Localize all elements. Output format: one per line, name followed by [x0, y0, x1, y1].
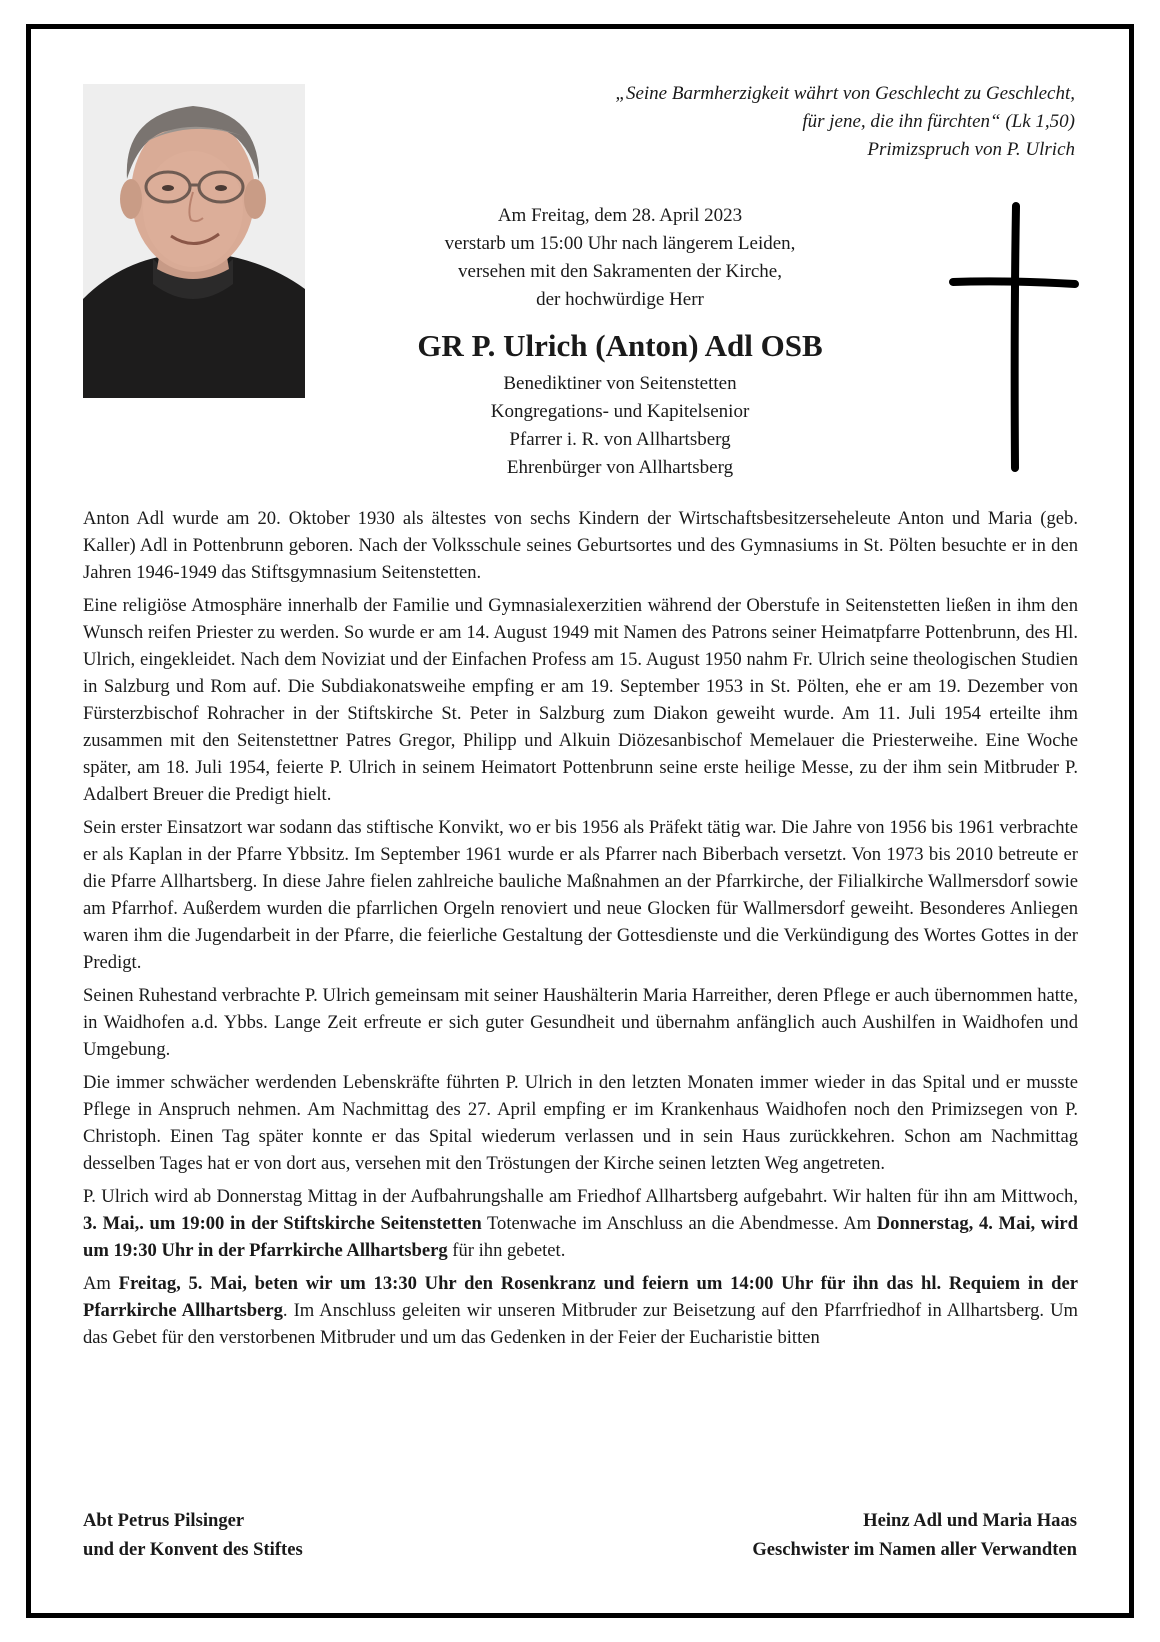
- cross-icon: [945, 200, 1080, 480]
- title-line-3: Pfarrer i. R. von Allhartsberg: [509, 429, 731, 450]
- p6-bold-vigil: 3. Mai,. um 19:00 in der Stiftskirche Seitenstetten: [83, 1213, 482, 1234]
- paragraph-2: Eine religiöse Atmosphäre innerhalb der Familie und Gymnasialexerzitien während der Oberstufe in Seitenstetten ließen in ihm den Wunsch reifen Priester zu werden. So wurde er am 14. August 1949 mit Namen des Patrons seiner Heimatpfarre Pottenbrunn, des Hl. Ulrich, eingekleidet. Nach dem Noviziat und der Einfachen Profess am 15. August 1950 nahm Fr. Ulrich seine theologischen Studien in Salzburg und Rom auf. Die Subdiakonatsweihe empfing er am 19. September 1953 in St. Pölten, ehe er am 19. Dezember von Fürsterzbischof Rohracher in der Stiftskirche St. Peter in Salzburg zum Diakon geweiht wurde. Am 11. Juli 1954 erteilte ihm zusammen mit den Seitenstettner Patres Gregor, Philipp und Alkuin Diözesanbischof Memelauer die Priesterweihe. Eine Woche später, am 18. Juli 1954, feierte P. Ulrich in seinem Heimatort Pottenbrunn seine erste heilige Messe, zu der ihm sein Mitbruder P. Adalbert Breuer die Predigt hielt.: [83, 595, 1078, 805]
- title-line-1: Benediktiner von Seitenstetten: [503, 373, 737, 394]
- p6-text-a: P. Ulrich wird ab Donnerstag Mittag in der Aufbahrungshalle am Friedhof Allhartsberg aufgebahrt. Wir halten für ihn am Mittwoch,: [83, 1186, 1078, 1207]
- paragraph-1: Anton Adl wurde am 20. Oktober 1930 als ältestes von sechs Kindern der Wirtschaftsbesitzerseheleute Anton und Maria (geb. Kaller) Adl in Pottenbrunn geboren. Nach der Volksschule seines Geburtsortes und des Gymnasiums in St. Pölten besuchte er in den Jahren 1946-1949 das Stiftsgymnasium Seitenstetten.: [83, 508, 1078, 583]
- biography-text: [83, 505, 1078, 1357]
- signature-abbey: [83, 1506, 303, 1564]
- portrait-photo: [83, 84, 305, 398]
- announce-line-2: verstarb um 15:00 Uhr nach längerem Leiden,: [444, 233, 796, 254]
- title-line-4: Ehrenbürger von Allhartsberg: [506, 457, 734, 478]
- title-line-2: Kongregations- und Kapitelsenior: [490, 401, 750, 422]
- signature-right-line-1: Heinz Adl und Maria Haas: [863, 1510, 1077, 1531]
- paragraph-6: [83, 1183, 1078, 1264]
- signature-left-line-2: und der Konvent des Stiftes: [83, 1539, 303, 1560]
- motto-line-2: für jene, die ihn fürchten“ (Lk 1,50): [802, 111, 1075, 132]
- announce-line-4: der hochwürdige Herr: [536, 289, 704, 310]
- p6-text-e: für ihn gebetet.: [447, 1240, 566, 1261]
- motto-line-3: Primizspruch von P. Ulrich: [867, 139, 1075, 160]
- p7-text-a: Am: [83, 1273, 119, 1294]
- announce-line-3: versehen mit den Sakramenten der Kirche,: [458, 261, 782, 282]
- signature-family: [752, 1506, 1077, 1564]
- paragraph-7: [83, 1270, 1078, 1351]
- p7-text-c: . Im Anschluss geleiten wir unseren Mitbruder zur Beisetzung auf den Pfarrfriedhof in Allhartsberg. Um das Gebet für den verstorbenen Mitbruder und um das Gedenken in der Feier der Eucharistie bitten: [83, 1300, 1078, 1348]
- signature-left-line-1: Abt Petrus Pilsinger: [83, 1510, 245, 1531]
- paragraph-5: Die immer schwächer werdenden Lebenskräfte führten P. Ulrich in den letzten Monaten immer wieder in das Spital und er musste Pflege in Anspruch nehmen. Am Nachmittag des 27. April empfing er im Krankenhaus Waidhofen noch den Primizsegen von P. Christoph. Einen Tag später konnte er das Spital wiederum verlassen und in sein Haus zurückkehren. Schon am Nachmittag desselben Tages hat er von dort aus, versehen mit den Tröstungen der Kirche seinen letzten Weg angetreten.: [83, 1072, 1078, 1174]
- p6-text-c: Totenwache im Anschluss an die Abendmesse. Am: [481, 1213, 877, 1234]
- paragraph-3: Sein erster Einsatzort war sodann das stiftische Konvikt, wo er bis 1956 als Präfekt tätig war. Die Jahre von 1956 bis 1961 verbrachte er als Kaplan in der Pfarre Ybbsitz. Im September 1961 wurde er als Pfarrer nach Biberbach versetzt. Von 1973 bis 2010 betreute er die Pfarre Allhartsberg. In diese Jahre fielen zahlreiche bauliche Maßnahmen an der Pfarrkirche, der Filialkirche Wallmersdorf sowie am Pfarrhof. Außerdem wurden die pfarrlichen Orgeln renoviert und neue Glocken für Wallmersdorf geweiht. Besonderes Anliegen waren ihm die Jugendarbeit in der Pfarre, die feierliche Gestaltung der Gottesdienste und die Verkündigung des Wortes Gottes in der Predigt.: [83, 817, 1078, 973]
- motto-line-1: „Seine Barmherzigkeit währt von Geschlecht zu Geschlecht,: [615, 83, 1075, 104]
- deceased-name: GR P. Ulrich (Anton) Adl OSB: [417, 328, 823, 363]
- announce-line-1: Am Freitag, dem 28. April 2023: [497, 205, 743, 226]
- signature-right-line-2: Geschwister im Namen aller Verwandten: [752, 1539, 1077, 1560]
- p7-bold-requiem: Freitag, 5. Mai, beten wir um 13:30 Uhr den Rosenkranz und feiern um 14:00 Uhr für ihn das hl. Requiem in der Pfarrkirche Allhartsberg: [83, 1273, 1078, 1321]
- death-announcement: [330, 202, 910, 482]
- motto-quote: [475, 80, 1075, 164]
- p6-bold-prayer: Donnerstag, 4. Mai, wird um 19:30 Uhr in der Pfarrkirche Allhartsberg: [83, 1213, 1079, 1261]
- paragraph-4: Seinen Ruhestand verbrachte P. Ulrich gemeinsam mit seiner Haushälterin Maria Harreither, deren Pflege er auch übernommen hatte, in Waidhofen a.d. Ybbs. Lange Zeit erfreute er sich guter Gesundheit und übernahm anfänglich auch Aushilfen in Waidhofen und Umgebung.: [83, 985, 1078, 1060]
